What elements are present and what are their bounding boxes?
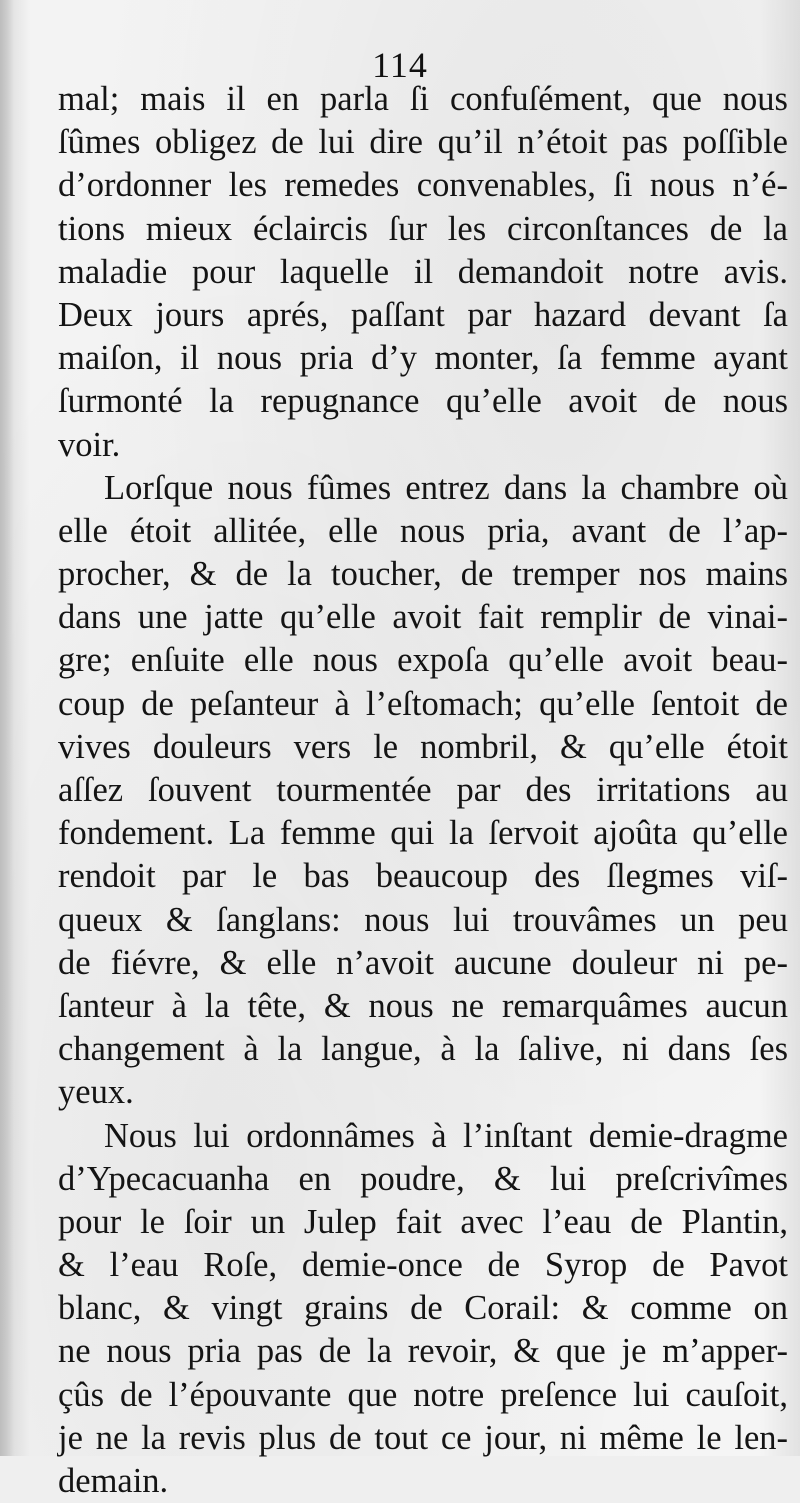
page-gutter-shadow [0, 0, 14, 1456]
text-line: voir. [58, 425, 121, 464]
text-line: ſanteur à la tête, & nous ne remarquâmes aucun [58, 986, 788, 1025]
text-line: mal; mais il en parla ſi confuſément, que nous [58, 80, 788, 118]
text-line: Nous lui ordonnâmes à l’inſtant demie-dragme [104, 1116, 788, 1155]
text-line: tions mieux éclaircis ſur les circonſtances de la [58, 209, 788, 248]
text-line: je ne la revis plus de tout ce jour, ni même le len- [58, 1418, 788, 1457]
page-text-block [58, 78, 788, 1503]
text-line: d’ordonner les remedes convenables, ſi nous n’é- [58, 166, 788, 205]
text-line: blanc, & vingt grains de Corail: & comme on [58, 1289, 788, 1328]
text-line: changement à la langue, à la ſalive, ni dans ſes [58, 1030, 788, 1069]
text-line: demain. [58, 1462, 169, 1500]
text-line: Deux jours aprés, paſſant par hazard devant ſa [58, 295, 788, 334]
text-line: ſurmonté la repugnance qu’elle avoit de nous [58, 382, 788, 421]
text-line: vives douleurs vers le nombril, & qu’elle étoit [58, 727, 788, 766]
text-line: yeux. [58, 1073, 134, 1112]
text-line: de fiévre, & elle n’avoit aucune douleur ni pe- [58, 943, 788, 982]
text-line: d’Ypecacuanha en poudre, & lui preſcrivîmes [58, 1159, 788, 1198]
text-line: ſûmes obligez de lui dire qu’il n’étoit pas poſſible [58, 123, 788, 162]
text-line: maiſon, il nous pria d’y monter, ſa femme ayant [58, 339, 788, 378]
text-line: elle étoit allitée, elle nous pria, avant de l’ap- [58, 511, 788, 550]
text-line: gre; enſuite elle nous expoſa qu’elle avoit beau- [58, 641, 788, 680]
page-number: 114 [372, 45, 428, 85]
text-line: dans une jatte qu’elle avoit fait remplir de vinai- [58, 598, 788, 637]
text-line: queux & ſanglans: nous lui trouvâmes un peu [58, 900, 788, 939]
text-line: fondement. La femme qui la ſervoit ajoûta qu’elle [58, 814, 788, 853]
text-line: & l’eau Roſe, demie-once de Syrop de Pavot [58, 1246, 788, 1285]
text-line: çûs de l’épouvante que notre preſence lui cauſoit, [58, 1375, 788, 1414]
text-line: aſſez ſouvent tourmentée par des irritations au [58, 771, 788, 809]
text-line: Lorſque nous fûmes entrez dans la chambre où [104, 468, 788, 507]
text-line: maladie pour laquelle il demandoit notre avis. [58, 252, 788, 291]
text-line: ne nous pria pas de la revoir, & que je m’apper- [58, 1332, 788, 1371]
text-line: rendoit par le bas beaucoup des ſlegmes viſ- [58, 857, 788, 896]
text-line: procher, & de la toucher, de tremper nos mains [58, 555, 788, 594]
text-line: coup de peſanteur à l’eſtomach; qu’elle ſentoit de [58, 684, 788, 723]
text-line: pour le ſoir un Julep fait avec l’eau de Plantin, [58, 1202, 788, 1241]
